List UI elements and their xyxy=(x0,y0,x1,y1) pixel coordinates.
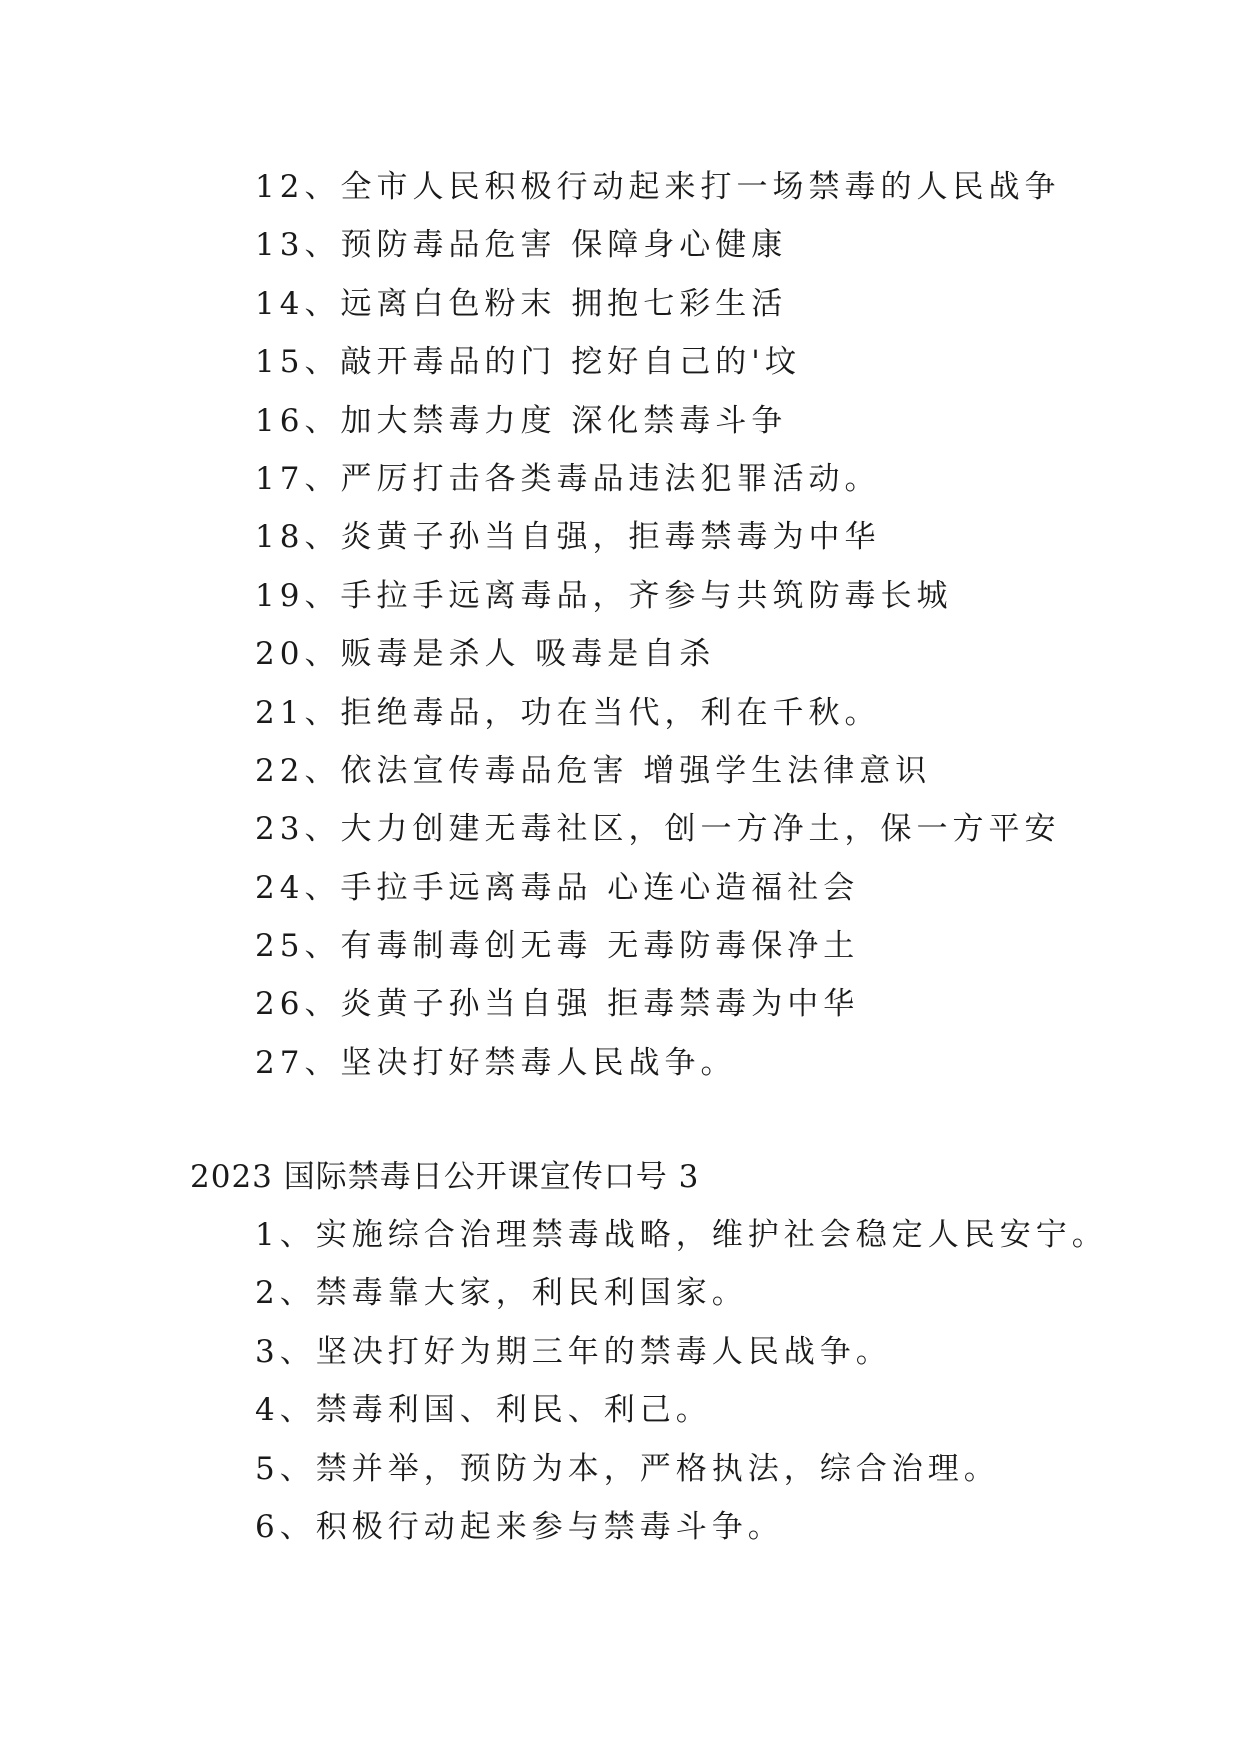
list-item: 2、禁毒靠大家，利民利国家。 xyxy=(255,1275,748,1312)
list-item: 5、禁并举，预防为本，严格执法，综合治理。 xyxy=(255,1450,1000,1487)
list-item: 19、手拉手远离毒品，齐参与共筑防毒长城 xyxy=(255,577,953,614)
list-item: 1、实施综合治理禁毒战略，维护社会稳定人民安宁。 xyxy=(255,1217,1108,1253)
list-item: 14、远离白色粉末 拥抱七彩生活 xyxy=(255,285,788,322)
list-item: 18、炎黄子孙当自强，拒毒禁毒为中华 xyxy=(255,519,881,556)
list-item: 16、加大禁毒力度 深化禁毒斗争 xyxy=(255,402,788,439)
list-item: 15、敲开毒品的门 挖好自己的'坟 xyxy=(255,344,801,381)
list-item: 6、积极行动起来参与禁毒斗争。 xyxy=(255,1508,784,1545)
list-item: 20、贩毒是杀人 吸毒是自杀 xyxy=(255,636,716,673)
list-item: 25、有毒制毒创无毒 无毒防毒保净土 xyxy=(255,928,860,965)
list-item: 12、全市人民积极行动起来打一场禁毒的人民战争 xyxy=(255,169,1061,205)
list-item: 13、预防毒品危害 保障身心健康 xyxy=(255,227,788,264)
list-item: 21、拒绝毒品，功在当代，利在千秋。 xyxy=(255,694,881,731)
list-item: 17、严厉打击各类毒品违法犯罪活动。 xyxy=(255,460,881,497)
list-item: 23、大力创建无毒社区，创一方净土，保一方平安 xyxy=(255,811,1061,848)
list-item: 27、坚决打好禁毒人民战争。 xyxy=(255,1044,737,1081)
list-item: 24、手拉手远离毒品 心连心造福社会 xyxy=(255,869,860,906)
list-item: 26、炎黄子孙当自强 拒毒禁毒为中华 xyxy=(255,986,860,1023)
list-item: 3、坚决打好为期三年的禁毒人民战争。 xyxy=(255,1333,892,1370)
list-item: 22、依法宣传毒品危害 增强学生法律意识 xyxy=(255,752,932,789)
list-item: 4、禁毒利国、利民、利己。 xyxy=(255,1392,712,1429)
slogan-list-3 xyxy=(255,1206,1155,1556)
slogan-list-continued xyxy=(255,158,1155,1092)
section-heading: 2023 国际禁毒日公开课宣传口号 3 xyxy=(190,1159,700,1195)
